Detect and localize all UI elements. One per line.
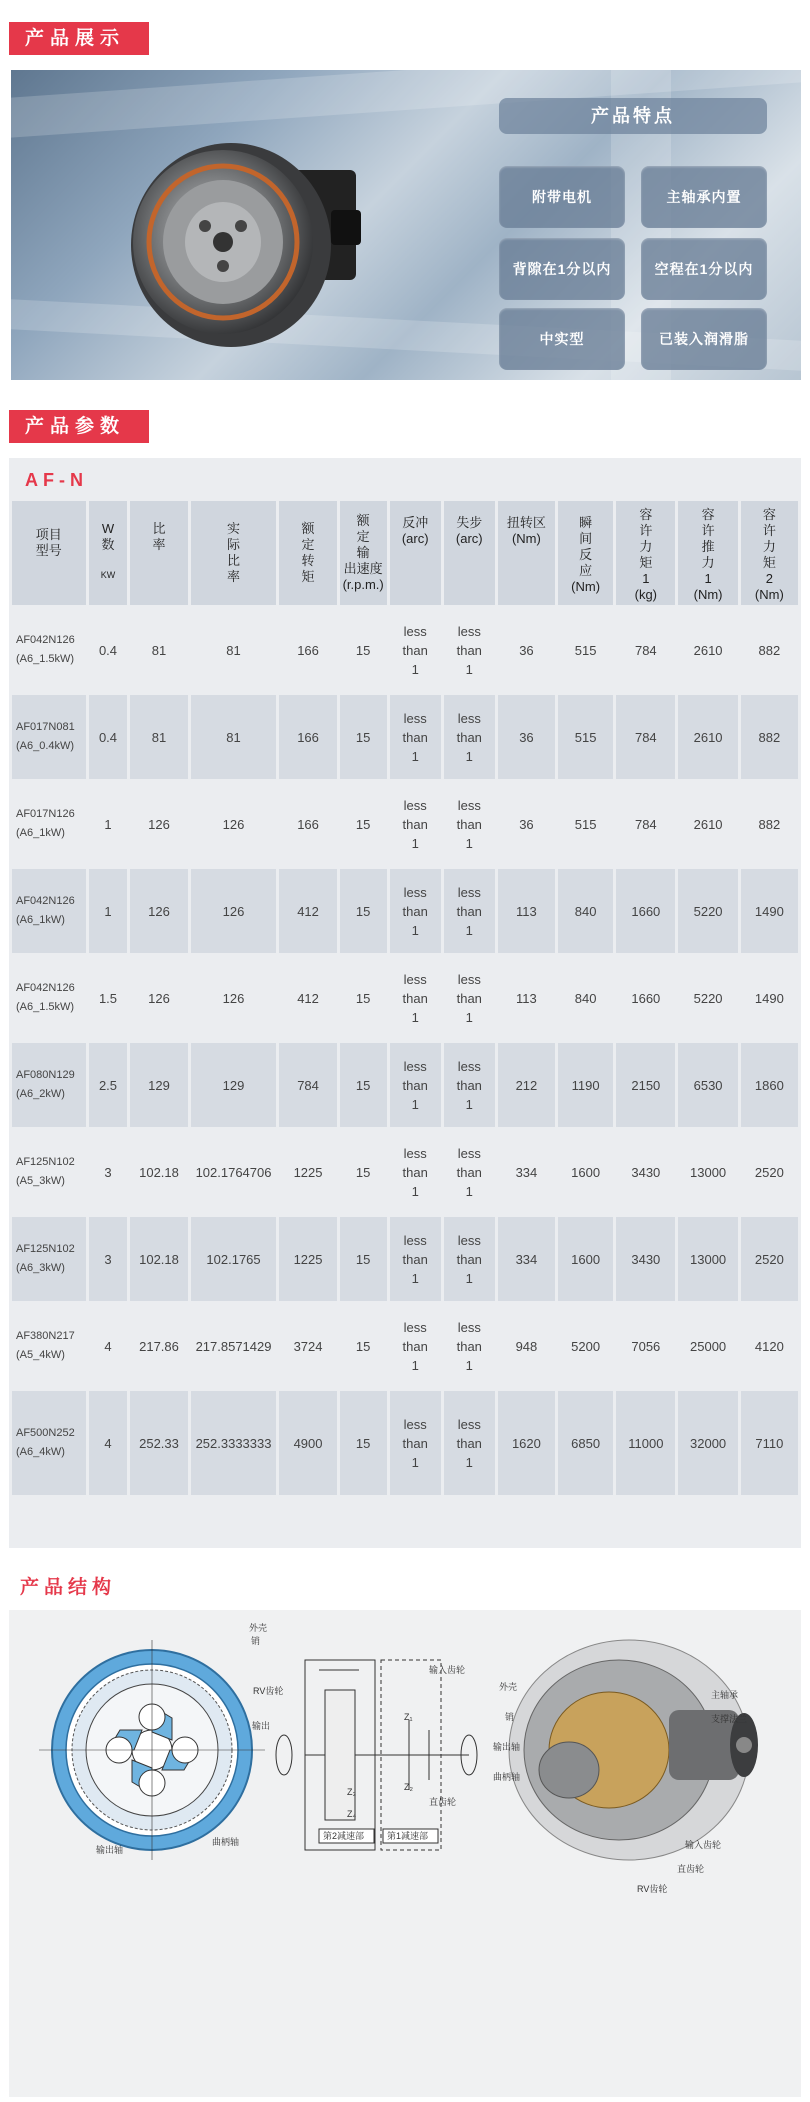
cell-rated-speed: 15 bbox=[340, 1217, 387, 1301]
cell-instant-reaction: 840 bbox=[558, 956, 613, 1040]
cell-allow-moment-2: 882 bbox=[741, 608, 798, 692]
hero-banner bbox=[11, 70, 801, 380]
label-output-shaft: 输出轴 bbox=[96, 1845, 124, 1855]
table-row bbox=[12, 782, 798, 866]
model-sub: (A6_2kW) bbox=[16, 1088, 65, 1100]
cell-ratio: 126 bbox=[130, 782, 187, 866]
cell-rated-torque: 4900 bbox=[279, 1391, 336, 1495]
model-code: AF125N102 bbox=[16, 1156, 75, 1168]
cell-torsion-zone: 1620 bbox=[498, 1391, 555, 1495]
cell-allow-moment-1: 784 bbox=[616, 782, 675, 866]
feature-title: 产品特点 bbox=[499, 98, 767, 134]
section-title-structure: 产品结构 bbox=[20, 1577, 117, 1598]
table-row bbox=[12, 1130, 798, 1214]
cell-allow-moment-2: 2520 bbox=[741, 1217, 798, 1301]
cell-rated-speed: 15 bbox=[340, 1304, 387, 1388]
header-ratio: 比 率 bbox=[130, 501, 187, 605]
cell-power: 1.5 bbox=[89, 956, 128, 1040]
cell-actual-ratio: 81 bbox=[191, 695, 277, 779]
label-stage-2: 第2减速部 bbox=[323, 1831, 365, 1841]
header-instant-reaction: 瞬 间 反 应 (Nm) bbox=[558, 501, 613, 605]
cell-ratio: 217.86 bbox=[130, 1304, 187, 1388]
cell-rated-speed: 15 bbox=[340, 1043, 387, 1127]
cell-power: 2.5 bbox=[89, 1043, 128, 1127]
section-tag-params: 产品参数 bbox=[9, 410, 149, 443]
cell-torsion-zone: 948 bbox=[498, 1304, 555, 1388]
table-row bbox=[12, 608, 798, 692]
model-sub: (A6_1.5kW) bbox=[16, 1001, 75, 1013]
cell-rated-torque: 166 bbox=[279, 695, 336, 779]
model-sub: (A5_4kW) bbox=[16, 1349, 65, 1361]
cell-allow-thrust-1: 13000 bbox=[678, 1217, 737, 1301]
cell-actual-ratio: 252.3333333 bbox=[191, 1391, 277, 1495]
cell-torsion-zone: 36 bbox=[498, 782, 555, 866]
reducer-product-image bbox=[131, 130, 361, 360]
cell-backlash: less than 1 bbox=[390, 1391, 441, 1495]
cell-lost-motion: less than 1 bbox=[444, 1217, 495, 1301]
cell-allow-thrust-1: 32000 bbox=[678, 1391, 737, 1495]
label-z4: Z₄ bbox=[347, 1809, 357, 1819]
model-code: AF017N126 bbox=[16, 808, 75, 820]
cell-allow-moment-1: 11000 bbox=[616, 1391, 675, 1495]
table-row bbox=[12, 1304, 798, 1388]
cell-torsion-zone: 334 bbox=[498, 1217, 555, 1301]
label-3d-support-flange: 支撑法兰 bbox=[711, 1714, 748, 1724]
model-code: AF125N102 bbox=[16, 1243, 75, 1255]
cell-ratio: 102.18 bbox=[130, 1130, 187, 1214]
cell-torsion-zone: 113 bbox=[498, 956, 555, 1040]
gear-train-schematic bbox=[276, 1660, 477, 1850]
cell-allow-moment-1: 784 bbox=[616, 695, 675, 779]
cell-torsion-zone: 113 bbox=[498, 869, 555, 953]
cell-power: 4 bbox=[89, 1304, 128, 1388]
cell-lost-motion: less than 1 bbox=[444, 608, 495, 692]
feature-item: 空程在1分以内 bbox=[641, 238, 767, 300]
table-row bbox=[12, 869, 798, 953]
cell-instant-reaction: 6850 bbox=[558, 1391, 613, 1495]
cell-power: 1 bbox=[89, 782, 128, 866]
cell-allow-moment-1: 3430 bbox=[616, 1217, 675, 1301]
cell-allow-thrust-1: 2610 bbox=[678, 782, 737, 866]
cell-ratio: 126 bbox=[130, 869, 187, 953]
header-torsion-zone: 扭转区 (Nm) bbox=[498, 501, 555, 605]
label-rv-gear: RV齿轮 bbox=[253, 1686, 284, 1696]
header-backlash: 反冲 (arc) bbox=[390, 501, 441, 605]
cell-backlash: less than 1 bbox=[390, 695, 441, 779]
cell-lost-motion: less than 1 bbox=[444, 1304, 495, 1388]
cell-ratio: 252.33 bbox=[130, 1391, 187, 1495]
header-allow-thrust-1: 容 许 推 力 1 (Nm) bbox=[678, 501, 737, 605]
cell-allow-moment-2: 882 bbox=[741, 782, 798, 866]
cell-rated-torque: 412 bbox=[279, 956, 336, 1040]
cell-instant-reaction: 840 bbox=[558, 869, 613, 953]
label-z2: Z₂ bbox=[404, 1782, 413, 1792]
table-row bbox=[12, 1391, 798, 1495]
cell-torsion-zone: 334 bbox=[498, 1130, 555, 1214]
model-sub: (A6_1kW) bbox=[16, 914, 65, 926]
cell-instant-reaction: 1600 bbox=[558, 1217, 613, 1301]
model-code: AF380N217 bbox=[16, 1330, 75, 1342]
cell-backlash: less than 1 bbox=[390, 608, 441, 692]
cell-power: 3 bbox=[89, 1130, 128, 1214]
cell-allow-thrust-1: 5220 bbox=[678, 869, 737, 953]
header-lost-motion: 失步 (arc) bbox=[444, 501, 495, 605]
cell-rated-torque: 1225 bbox=[279, 1130, 336, 1214]
cell-backlash: less than 1 bbox=[390, 1217, 441, 1301]
cell-model bbox=[12, 869, 86, 953]
header-power-unit: KW bbox=[100, 570, 116, 580]
label-stage-1: 第1减速部 bbox=[387, 1831, 429, 1841]
cell-actual-ratio: 102.1765 bbox=[191, 1217, 277, 1301]
cell-allow-moment-2: 1860 bbox=[741, 1043, 798, 1127]
spec-table-section bbox=[9, 458, 801, 1548]
cell-allow-moment-1: 3430 bbox=[616, 1130, 675, 1214]
model-code: AF017N081 bbox=[16, 721, 75, 733]
cell-ratio: 81 bbox=[130, 608, 187, 692]
cell-allow-thrust-1: 2610 bbox=[678, 695, 737, 779]
spec-table bbox=[9, 498, 801, 1498]
cell-instant-reaction: 1190 bbox=[558, 1043, 613, 1127]
cell-rated-speed: 15 bbox=[340, 695, 387, 779]
cell-ratio: 81 bbox=[130, 695, 187, 779]
model-sub: (A6_3kW) bbox=[16, 1262, 65, 1274]
cell-instant-reaction: 1600 bbox=[558, 1130, 613, 1214]
cell-backlash: less than 1 bbox=[390, 1043, 441, 1127]
cell-lost-motion: less than 1 bbox=[444, 869, 495, 953]
cell-actual-ratio: 102.1764706 bbox=[191, 1130, 277, 1214]
cell-lost-motion: less than 1 bbox=[444, 1043, 495, 1127]
header-actual-ratio: 实 际 比 率 bbox=[191, 501, 277, 605]
cell-model bbox=[12, 1391, 86, 1495]
cell-backlash: less than 1 bbox=[390, 956, 441, 1040]
label-3d-spur-gear: 直齿轮 bbox=[677, 1864, 705, 1874]
feature-item: 附带电机 bbox=[499, 166, 625, 228]
label-input-gear: 输入齿轮 bbox=[429, 1665, 466, 1675]
model-sub: (A6_4kW) bbox=[16, 1446, 65, 1458]
feature-panel bbox=[489, 98, 779, 370]
label-output: 输出 bbox=[252, 1721, 271, 1731]
model-series-title: AF-N bbox=[25, 470, 88, 490]
cell-allow-thrust-1: 13000 bbox=[678, 1130, 737, 1214]
cell-rated-speed: 15 bbox=[340, 869, 387, 953]
cell-lost-motion: less than 1 bbox=[444, 1391, 495, 1495]
header-model: 项目 型号 bbox=[12, 501, 86, 605]
cell-lost-motion: less than 1 bbox=[444, 956, 495, 1040]
cell-lost-motion: less than 1 bbox=[444, 782, 495, 866]
cell-rated-speed: 15 bbox=[340, 608, 387, 692]
cell-allow-thrust-1: 25000 bbox=[678, 1304, 737, 1388]
table-row bbox=[12, 956, 798, 1040]
cell-actual-ratio: 81 bbox=[191, 608, 277, 692]
structure-diagram-area bbox=[9, 1610, 801, 2097]
cell-model bbox=[12, 1130, 86, 1214]
cell-instant-reaction: 515 bbox=[558, 608, 613, 692]
cell-power: 4 bbox=[89, 1391, 128, 1495]
cell-instant-reaction: 5200 bbox=[558, 1304, 613, 1388]
cell-rated-torque: 784 bbox=[279, 1043, 336, 1127]
cell-torsion-zone: 36 bbox=[498, 695, 555, 779]
cell-allow-moment-2: 1490 bbox=[741, 869, 798, 953]
cell-power: 0.4 bbox=[89, 695, 128, 779]
cell-model bbox=[12, 956, 86, 1040]
feature-item: 已装入润滑脂 bbox=[641, 308, 767, 370]
cell-torsion-zone: 212 bbox=[498, 1043, 555, 1127]
cell-rated-speed: 15 bbox=[340, 1391, 387, 1495]
section-tag-showcase: 产品展示 bbox=[9, 22, 149, 55]
cell-lost-motion: less than 1 bbox=[444, 695, 495, 779]
table-header-row bbox=[12, 501, 798, 605]
cell-rated-speed: 15 bbox=[340, 782, 387, 866]
label-3d-input-gear: 输入齿轮 bbox=[685, 1840, 722, 1850]
model-sub: (A5_3kW) bbox=[16, 1175, 65, 1187]
feature-item: 中实型 bbox=[499, 308, 625, 370]
cell-rated-torque: 412 bbox=[279, 869, 336, 953]
cell-actual-ratio: 129 bbox=[191, 1043, 277, 1127]
cell-backlash: less than 1 bbox=[390, 1130, 441, 1214]
cell-allow-moment-1: 7056 bbox=[616, 1304, 675, 1388]
cell-torsion-zone: 36 bbox=[498, 608, 555, 692]
cell-ratio: 129 bbox=[130, 1043, 187, 1127]
model-code: AF500N252 bbox=[16, 1427, 75, 1439]
header-rated-torque: 额 定 转 矩 bbox=[279, 501, 336, 605]
cell-backlash: less than 1 bbox=[390, 869, 441, 953]
label-3d-outer-case: 外壳 bbox=[499, 1682, 518, 1692]
label-3d-pin: 销 bbox=[505, 1712, 515, 1722]
cell-instant-reaction: 515 bbox=[558, 695, 613, 779]
model-code: AF042N126 bbox=[16, 982, 75, 994]
model-sub: (A6_1.5kW) bbox=[16, 653, 75, 665]
cell-actual-ratio: 126 bbox=[191, 956, 277, 1040]
label-outer-case: 外壳 bbox=[249, 1623, 268, 1633]
cell-instant-reaction: 515 bbox=[558, 782, 613, 866]
reducer-cutaway-illustration bbox=[509, 1640, 758, 1860]
cell-actual-ratio: 217.8571429 bbox=[191, 1304, 277, 1388]
model-sub: (A6_0.4kW) bbox=[16, 740, 75, 752]
cell-model bbox=[12, 1217, 86, 1301]
cell-rated-torque: 166 bbox=[279, 608, 336, 692]
cell-rated-speed: 15 bbox=[340, 956, 387, 1040]
header-power-label: W 数 bbox=[101, 521, 115, 552]
cell-allow-moment-1: 2150 bbox=[616, 1043, 675, 1127]
cell-actual-ratio: 126 bbox=[191, 869, 277, 953]
header-power bbox=[89, 501, 128, 605]
table-row bbox=[12, 1217, 798, 1301]
cell-backlash: less than 1 bbox=[390, 782, 441, 866]
cell-backlash: less than 1 bbox=[390, 1304, 441, 1388]
cell-rated-torque: 1225 bbox=[279, 1217, 336, 1301]
cell-rated-torque: 3724 bbox=[279, 1304, 336, 1388]
cell-rated-torque: 166 bbox=[279, 782, 336, 866]
cell-ratio: 126 bbox=[130, 956, 187, 1040]
cell-allow-thrust-1: 2610 bbox=[678, 608, 737, 692]
cell-model bbox=[12, 608, 86, 692]
header-allow-moment-2: 容 许 力 矩 2 (Nm) bbox=[741, 501, 798, 605]
model-code: AF042N126 bbox=[16, 895, 75, 907]
structure-diagram bbox=[9, 1610, 801, 2097]
cell-allow-moment-2: 4120 bbox=[741, 1304, 798, 1388]
cell-actual-ratio: 126 bbox=[191, 782, 277, 866]
label-crank-shaft: 曲柄轴 bbox=[212, 1837, 240, 1847]
rv-gear-cross-section bbox=[39, 1640, 265, 1860]
cell-allow-moment-1: 1660 bbox=[616, 869, 675, 953]
cell-power: 3 bbox=[89, 1217, 128, 1301]
label-3d-crank-shaft: 曲柄轴 bbox=[493, 1772, 521, 1782]
label-3d-output-shaft: 输出轴 bbox=[493, 1742, 521, 1752]
label-3d-main-bearing: 主轴承 bbox=[711, 1690, 739, 1700]
feature-item: 主轴承内置 bbox=[641, 166, 767, 228]
header-rated-speed: 额 定 输 出速度 (r.p.m.) bbox=[340, 501, 387, 605]
cell-allow-moment-1: 784 bbox=[616, 608, 675, 692]
cell-rated-speed: 15 bbox=[340, 1130, 387, 1214]
cell-lost-motion: less than 1 bbox=[444, 1130, 495, 1214]
label-spur-gear: 直齿轮 bbox=[429, 1797, 457, 1807]
cell-allow-moment-2: 2520 bbox=[741, 1130, 798, 1214]
cell-allow-thrust-1: 6530 bbox=[678, 1043, 737, 1127]
cell-model bbox=[12, 1043, 86, 1127]
cell-ratio: 102.18 bbox=[130, 1217, 187, 1301]
cell-allow-moment-2: 882 bbox=[741, 695, 798, 779]
cell-model bbox=[12, 695, 86, 779]
cell-allow-moment-2: 7110 bbox=[741, 1391, 798, 1495]
cell-power: 0.4 bbox=[89, 608, 128, 692]
label-z1: Z₁ bbox=[404, 1712, 413, 1722]
header-allow-moment-1: 容 许 力 矩 1 (kg) bbox=[616, 501, 675, 605]
cell-allow-moment-1: 1660 bbox=[616, 956, 675, 1040]
label-pin: 销 bbox=[251, 1636, 261, 1646]
model-code: AF080N129 bbox=[16, 1069, 75, 1081]
table-row bbox=[12, 695, 798, 779]
model-sub: (A6_1kW) bbox=[16, 827, 65, 839]
label-z3: Z₃ bbox=[347, 1787, 357, 1797]
cell-model bbox=[12, 1304, 86, 1388]
label-3d-rv-gear: RV齿轮 bbox=[637, 1884, 668, 1894]
cell-allow-thrust-1: 5220 bbox=[678, 956, 737, 1040]
cell-model bbox=[12, 782, 86, 866]
feature-item: 背隙在1分以内 bbox=[499, 238, 625, 300]
cell-allow-moment-2: 1490 bbox=[741, 956, 798, 1040]
model-code: AF042N126 bbox=[16, 634, 75, 646]
cell-power: 1 bbox=[89, 869, 128, 953]
table-row bbox=[12, 1043, 798, 1127]
